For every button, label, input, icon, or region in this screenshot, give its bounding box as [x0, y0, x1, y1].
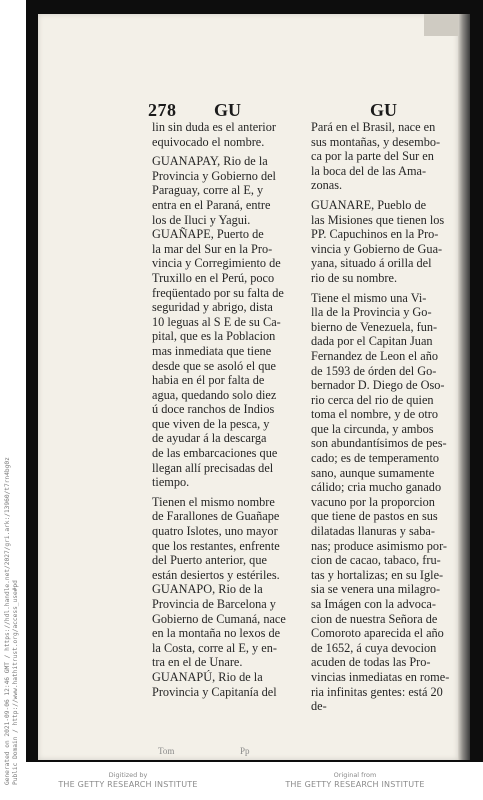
text-line: que viven de la pesca, y: [152, 416, 270, 431]
text-line: acuden de todas las Pro-: [311, 655, 431, 670]
text-line: nas; produce asimismo por-: [311, 538, 448, 553]
text-line: vacuno por la proporcion: [311, 494, 435, 509]
text-line: vincia y Corregimiento de: [152, 256, 281, 271]
guide-word-left: GU: [214, 100, 241, 120]
text-line: cálido; cria mucho ganado: [311, 480, 442, 495]
text-line: Tienen el mismo nombre: [152, 494, 275, 509]
original-from-credit: [245, 771, 465, 790]
guide-word-right: GU: [370, 100, 397, 120]
text-line: Gobierno de Cumaná, nace: [152, 611, 286, 626]
text-line: cado; es de temperamento: [311, 451, 440, 466]
text-line: PP. Capuchinos en la Pro-: [311, 227, 439, 242]
text-line: cion de cacao, tabaco, fru-: [311, 553, 441, 568]
original-holder-name: THE GETTY RESEARCH INSTITUTE: [285, 780, 425, 789]
text-line: habia en él por falta de: [152, 373, 265, 388]
text-line: Pará en el Brasil, nace en: [311, 120, 436, 134]
text-line: mas inmediata que tiene: [152, 343, 272, 358]
text-line: dada por el Capitan Juan: [311, 334, 433, 349]
text-line: de ayudar á la descarga: [152, 431, 267, 446]
text-line: toma el nombre, y de otro: [311, 407, 439, 422]
text-line: agua, quedando solo diez: [152, 387, 277, 402]
page-edge-shadow: [458, 14, 470, 760]
text-line: yana, situado á orilla del: [311, 256, 432, 271]
text-line: de-: [311, 699, 327, 714]
text-line: GUANAPAY, Rio de la: [152, 154, 268, 169]
text-line: de las embarcaciones que: [152, 446, 278, 461]
text-line: que tiene de pastos en sus: [311, 509, 438, 524]
text-line: la mar del Sur en la Pro-: [152, 241, 273, 256]
text-line: lin sin duda es el anterior: [152, 120, 276, 134]
digitized-by-credit: [18, 771, 238, 790]
generation-notice: Generated on 2021-09-06 12:46 GMT / https://hdl.handle.net/2027/gri.ark:/13960/t7rn4bg0z: [4, 457, 11, 785]
text-line: GUANARE, Pueblo de: [311, 197, 427, 212]
signature-mark-left: Tom: [158, 746, 175, 756]
text-line: en la montaña no lexos de: [152, 626, 281, 641]
text-line: están desiertos y estériles.: [152, 567, 280, 582]
text-line: son abundantísimos de pes-: [311, 436, 447, 451]
text-line: la Costa, corre al E, y en-: [152, 640, 277, 655]
signature-marks: [158, 746, 438, 756]
text-line: de 1593 de órden del Go-: [311, 363, 437, 378]
text-line: sa Imágen con la advoca-: [311, 597, 436, 611]
text-line: ria infinitas gentes: está 20: [311, 684, 443, 699]
text-line: entra en el Paraná, entre: [152, 197, 271, 212]
text-line: sia se venera una milagro-: [311, 582, 441, 597]
text-line: vincias inmediatas en rome-: [311, 669, 450, 684]
text-line: de Farallones de Guañape: [152, 509, 280, 524]
text-line: Comoroto aparecida el año: [311, 626, 444, 641]
text-line: tiempo.: [152, 475, 190, 490]
text-line: sus montañas, y desembo-: [311, 134, 441, 149]
running-header: [148, 100, 440, 122]
digitizer-name: THE GETTY RESEARCH INSTITUTE: [58, 780, 198, 789]
text-line: dilatadas llanuras y saba-: [311, 524, 435, 539]
text-line: los de Iluci y Yagui.: [152, 212, 251, 227]
text-line: seguridad y abrigo, dista: [152, 300, 273, 315]
page-number: 278: [148, 100, 177, 120]
hathitrust-stamp: [2, 455, 22, 785]
text-line: bierno de Venezuela, fun-: [311, 319, 438, 334]
text-line: lla de la Provincia y Go-: [311, 305, 432, 320]
text-line: tra en el de Unare.: [152, 655, 243, 670]
text-line: las Misiones que tienen los: [311, 212, 445, 227]
text-line: del Puerto anterior, que: [152, 553, 267, 568]
text-line: Provincia y Capitanía del: [152, 684, 277, 699]
digitized-by-label: Digitized by: [108, 771, 148, 779]
text-line: tas y hortalizas; en su Igle-: [311, 567, 444, 582]
text-line: rio cerca del rio de quien: [311, 392, 434, 407]
right-column: [311, 120, 450, 714]
text-line: zonas.: [311, 178, 343, 193]
text-line: desde que se asoló el que: [152, 358, 276, 373]
text-line: vincia y Gobierno de Gua-: [311, 241, 443, 256]
text-line: GUANAPO, Rio de la: [152, 582, 263, 597]
text-line: ca por la parte del Sur en: [311, 149, 434, 164]
text-line: llegan allí precisadas del: [152, 460, 274, 475]
text-line: sano, aunque sumamente: [311, 465, 435, 480]
text-line: que los restantes, enfrente: [152, 538, 280, 553]
text-line: Provincia y Gobierno del: [152, 168, 276, 183]
text-line: Paraguay, corre al E, y: [152, 183, 264, 198]
signature-mark-mid: Pp: [240, 746, 250, 756]
text-line: bernador D. Diego de Oso-: [311, 378, 445, 393]
text-line: freqüentado por su falta de: [152, 285, 284, 300]
text-line: 10 leguas al S E de su Ca-: [152, 314, 281, 329]
text-line: Truxillo en el Perú, poco: [152, 270, 275, 285]
page-corner: [424, 14, 458, 36]
text-line: quatro Islotes, uno mayor: [152, 524, 278, 539]
text-line: pital, que es la Poblacion: [152, 329, 276, 344]
text-line: que la circunda, y ambos: [311, 421, 434, 436]
text-line: de 1652, á cuya devocion: [311, 640, 437, 655]
text-line: equivocado el nombre.: [152, 134, 265, 149]
left-column: [152, 120, 302, 699]
text-line: GUANAPÚ, Rio de la: [152, 669, 263, 684]
text-line: Provincia de Barcelona y: [152, 597, 276, 611]
text-line: Fernandez de Leon el año: [311, 348, 439, 363]
text-line: cion de nuestra Señora de: [311, 611, 438, 626]
text-line: rio de su nombre.: [311, 270, 398, 285]
text-line: la boca del de las Ama-: [311, 163, 427, 178]
original-from-label: Original from: [333, 771, 377, 779]
rights-notice: Public Domain / http://www.hathitrust.org/access_use#pd: [12, 580, 19, 785]
text-line: GUAÑAPE, Puerto de: [152, 227, 264, 242]
text-line: ú doce ranchos de Indios: [152, 402, 275, 417]
text-line: Tiene el mismo una Vi-: [311, 290, 427, 305]
